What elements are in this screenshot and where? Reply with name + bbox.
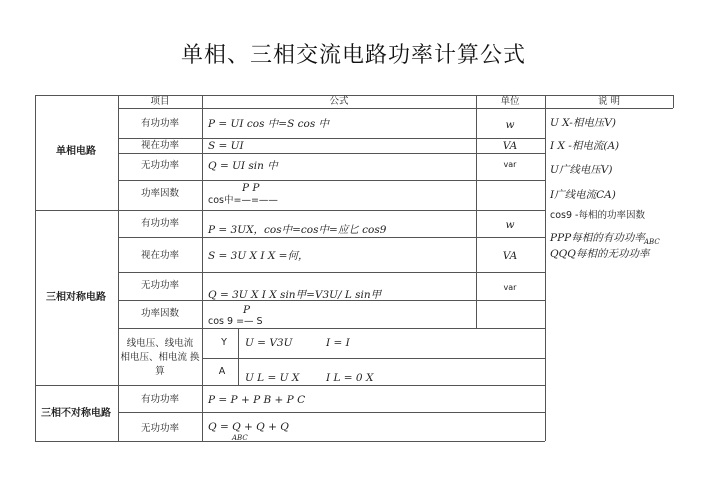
three-reactive-power-formula: Q = 3U X I X sin甲=V3U/ L sin甲 [208, 289, 382, 301]
single-power-factor-formula: cos中=—=—— [208, 195, 278, 206]
single-reactive-power-unit: var [503, 160, 517, 169]
note-line-voltage: U广线电压V) [550, 164, 613, 176]
three-apparent-power-formula: S = 3U X I X =何， [208, 250, 309, 262]
three-apparent-power-label: 视在功率 [140, 250, 180, 261]
single-reactive-power-formula: Q = UI sin 中 [208, 160, 278, 172]
header-formula: 公式 [329, 96, 349, 107]
delta-voltage-formula: U L = U X [245, 372, 300, 384]
unbalanced-reactive-power-label: 无功功率 [140, 423, 180, 434]
single-reactive-power-label: 无功功率 [140, 160, 180, 171]
wye-connection-label: Y [221, 337, 227, 348]
unbalanced-active-power-label: 有功功率 [140, 394, 180, 405]
three-reactive-power-label: 无功功率 [140, 280, 180, 291]
delta-current-formula: I L = 0 X [326, 372, 374, 384]
three-group-label: 三相对称电路 [46, 292, 106, 303]
unbalanced-reactive-power-subscript: ABC [232, 434, 248, 442]
three-apparent-power-unit: VA [502, 250, 518, 262]
single-active-power-formula: P = UI cos 中=S cos 中 [208, 118, 330, 130]
unbalanced-group-label: 三相不对称电路 [41, 408, 111, 419]
three-power-factor-label: 功率因数 [140, 308, 180, 319]
note-phase-current: I X -相电流(A) [550, 140, 620, 152]
page-title: 单相、三相交流电路功率计算公式 [180, 43, 526, 68]
delta-connection-label: A [218, 366, 226, 377]
unbalanced-active-power-formula: P = P + P B + P C [208, 394, 306, 406]
wye-current-formula: I = I [326, 337, 350, 349]
note-active-power-subscript: ABC [644, 238, 660, 246]
single-power-factor-numerator: P P [242, 182, 260, 194]
header-item: 项目 [150, 96, 170, 107]
single-group-label: 单相电路 [56, 146, 96, 157]
note-active-power: PPP每相的有功功率 [550, 232, 645, 244]
three-active-power-unit: w [505, 219, 515, 231]
three-conversion-label-3: 算 [155, 366, 165, 377]
three-conversion-label-1: 线电压、线电流 [126, 338, 194, 349]
header-note: 说 明 [597, 96, 621, 107]
three-active-power-label: 有功功率 [140, 218, 180, 229]
note-reactive-power: QQQ每相的无功功率 [550, 248, 650, 260]
unbalanced-reactive-power-formula: Q = Q + Q + Q [208, 421, 289, 433]
three-reactive-power-unit: var [503, 283, 517, 292]
note-line-current: I广线电流CA) [550, 189, 616, 201]
single-apparent-power-unit: VA [502, 140, 518, 152]
header-unit: 单位 [500, 96, 520, 107]
three-power-factor-formula: cos 9 =— S [208, 316, 263, 327]
three-power-factor-numerator: P [243, 304, 251, 316]
three-conversion-label-2: 相电压、相电流 换 [120, 352, 200, 363]
single-apparent-power-label: 视在功率 [140, 140, 180, 151]
single-power-factor-label: 功率因数 [140, 188, 180, 199]
note-phase-voltage: U X-相电压V) [550, 117, 617, 129]
single-active-power-label: 有功功率 [140, 118, 180, 129]
three-active-power-formula: P = 3UX，cos中=cos中=应匕 cos9 [208, 224, 387, 236]
single-apparent-power-formula: S = UI [208, 140, 244, 152]
note-power-factor: cos9 -每相的功率因数 [550, 210, 645, 221]
wye-voltage-formula: U = V3U [245, 337, 293, 349]
single-active-power-unit: w [505, 119, 515, 131]
